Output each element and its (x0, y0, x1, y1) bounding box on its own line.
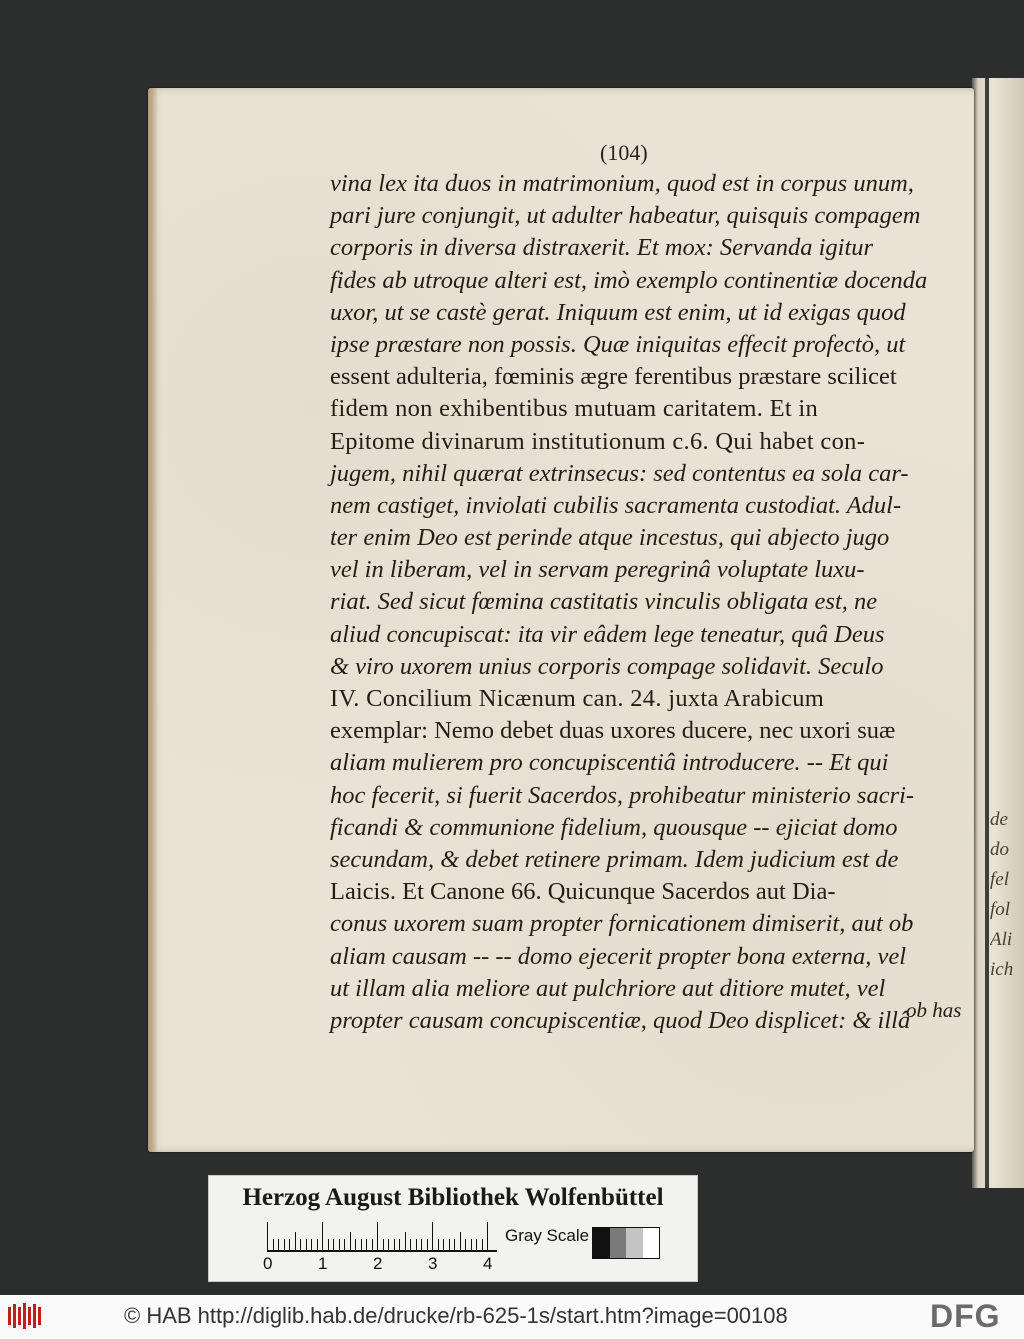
ruler-tick (317, 1239, 318, 1250)
ruler-tick (432, 1222, 433, 1250)
text-line: conus uxorem suam propter fornicationem dimiserit, aut ob (330, 910, 914, 938)
text-line: ficandi & communione fidelium, quousque -- ejiciat domo (330, 813, 898, 841)
text-line: vina lex ita duos in matrimonium, quod est in corpus unum, (330, 170, 914, 197)
measurement-ruler (267, 1220, 497, 1252)
ruler-number: 4 (483, 1254, 493, 1273)
color-calibration-card (208, 1175, 698, 1282)
adjacent-page-fragment (990, 805, 1024, 1035)
ruler-tick (416, 1239, 417, 1250)
ruler-tick (322, 1222, 323, 1250)
ruler-number: 0 (263, 1254, 273, 1273)
ruler-number: 2 (373, 1254, 383, 1273)
gray-patch (643, 1228, 660, 1258)
ruler-tick (394, 1239, 395, 1250)
text-line: pari jure conjungit, ut adulter habeatur, quisquis compagem (330, 202, 921, 230)
ruler-tick (361, 1239, 362, 1250)
ruler-tick (471, 1239, 472, 1250)
text-line: ter enim Deo est perinde atque incestus, qui abjecto jugo (330, 524, 890, 552)
dfg-logo: DFG (930, 1298, 1001, 1334)
text-line: fides ab utroque alteri est, imò exemplo continentiæ docenda (330, 266, 928, 294)
ruler-tick (295, 1232, 296, 1250)
fragment-line: Ali (990, 929, 1013, 950)
text-line: fidem non exhibentibus mutuam caritatem. Et in (330, 395, 819, 423)
catchword: ob has (906, 998, 962, 1022)
ruler-tick (438, 1239, 439, 1250)
fragment-line: ich (990, 959, 1014, 980)
fragment-line: fel (990, 869, 1009, 890)
ruler-tick (350, 1232, 351, 1250)
copyright-url: © HAB http://diglib.hab.de/drucke/rb-625-1s/start.htm?image=00108 (124, 1303, 788, 1328)
ruler-tick (267, 1222, 268, 1250)
gray-patch (593, 1228, 610, 1258)
text-line: & viro uxorem unius corporis compage solidavit. Seculo (330, 652, 884, 680)
ruler-tick (454, 1239, 455, 1250)
fragment-line: fol (990, 899, 1011, 920)
ruler-tick (465, 1239, 466, 1250)
library-name: Herzog August Bibliothek Wolfenbüttel (242, 1184, 664, 1211)
footer (0, 1295, 1024, 1339)
text-line: uxor, ut se castè gerat. Iniquum est enim, ut id exigas quod (330, 298, 906, 326)
ruler-tick (333, 1239, 334, 1250)
text-line: jugem, nihil quærat extrinsecus: sed contentus ea sola car- (330, 459, 909, 487)
text-line: corporis in diversa distraxerit. Et mox: Servanda igitur (330, 234, 874, 262)
ruler-tick (399, 1239, 400, 1250)
ruler-tick (344, 1239, 345, 1250)
ruler-tick (278, 1239, 279, 1250)
gray-patch (626, 1228, 643, 1258)
text-line: vel in liberam, vel in servam peregrinâ voluptate luxu- (330, 556, 865, 584)
page-edge-stain (148, 88, 158, 1152)
ruler-number: 3 (428, 1254, 438, 1273)
ruler-tick (355, 1239, 356, 1250)
fragment-line: do (990, 839, 1009, 860)
text-line: exemplar: Nemo debet duas uxores ducere, nec uxori suæ (330, 717, 896, 745)
text-line: aliam causam -- -- domo ejecerit propter bona externa, vel (330, 942, 907, 970)
ruler-tick (460, 1232, 461, 1250)
text-line: essent adulteria, fœminis ægre ferentibus præstare scilicet (330, 363, 897, 391)
text-line: nem castiget, inviolati cubilis sacramenta custodiat. Adul- (330, 491, 902, 519)
text-line: Laicis. Et Canone 66. Quicunque Sacerdos aut Dia- (330, 878, 836, 906)
text-line: Epitome divinarum institutionum c.6. Qui habet con- (330, 427, 866, 455)
ruler-tick (476, 1239, 477, 1250)
text-line: hoc fecerit, si fuerit Sacerdos, prohibeatur ministerio sacri- (330, 781, 915, 809)
gutter-shadow (985, 78, 989, 1188)
ruler-tick (273, 1239, 274, 1250)
ruler-tick (427, 1239, 428, 1250)
ruler-tick (383, 1239, 384, 1250)
ruler-tick (388, 1239, 389, 1250)
page-number: (104) (600, 140, 648, 165)
grayscale-bar (592, 1227, 660, 1259)
ruler-tick (284, 1239, 285, 1250)
ruler-tick (328, 1239, 329, 1250)
text-line: IV. Concilium Nicænum can. 24. juxta Arabicum (330, 685, 825, 712)
ruler-tick (311, 1239, 312, 1250)
hab-logo-icon (6, 1301, 46, 1331)
text-line: aliam mulierem pro concupiscentiâ introducere. -- Et qui (330, 749, 889, 777)
ruler-number: 1 (318, 1254, 328, 1273)
text-line: ut illam alia meliore aut pulchriore aut ditiore mutet, vel (330, 974, 886, 1002)
ruler-tick (405, 1232, 406, 1250)
ruler-tick (482, 1239, 483, 1250)
fragment-line: de (990, 809, 1008, 830)
ruler-tick (339, 1239, 340, 1250)
text-line: propter causam concupiscentiæ, quod Deo displicet: & illâ (330, 1006, 911, 1034)
ruler-tick (487, 1222, 488, 1250)
ruler-tick (372, 1239, 373, 1250)
ruler-tick (449, 1239, 450, 1250)
text-line: aliud concupiscat: ita vir eâdem lege teneatur, quâ Deus (330, 620, 885, 648)
ruler-tick (377, 1222, 378, 1250)
grayscale-label: Gray Scale (505, 1226, 590, 1245)
ruler-tick (300, 1239, 301, 1250)
ruler-tick (366, 1239, 367, 1250)
text-line: secundam, & debet retinere primam. Idem judicium est de (330, 845, 899, 873)
gray-patch (610, 1228, 627, 1258)
ruler-tick (443, 1239, 444, 1250)
text-line: riat. Sed sicut fœmina castitatis vinculis obligata est, ne (330, 588, 878, 616)
page-text (330, 168, 970, 1037)
ruler-tick (289, 1239, 290, 1250)
ruler-tick (306, 1239, 307, 1250)
text-line: ipse præstare non possis. Quæ iniquitas effecit profectò, ut (330, 330, 906, 358)
ruler-tick (421, 1239, 422, 1250)
ruler-tick (410, 1239, 411, 1250)
